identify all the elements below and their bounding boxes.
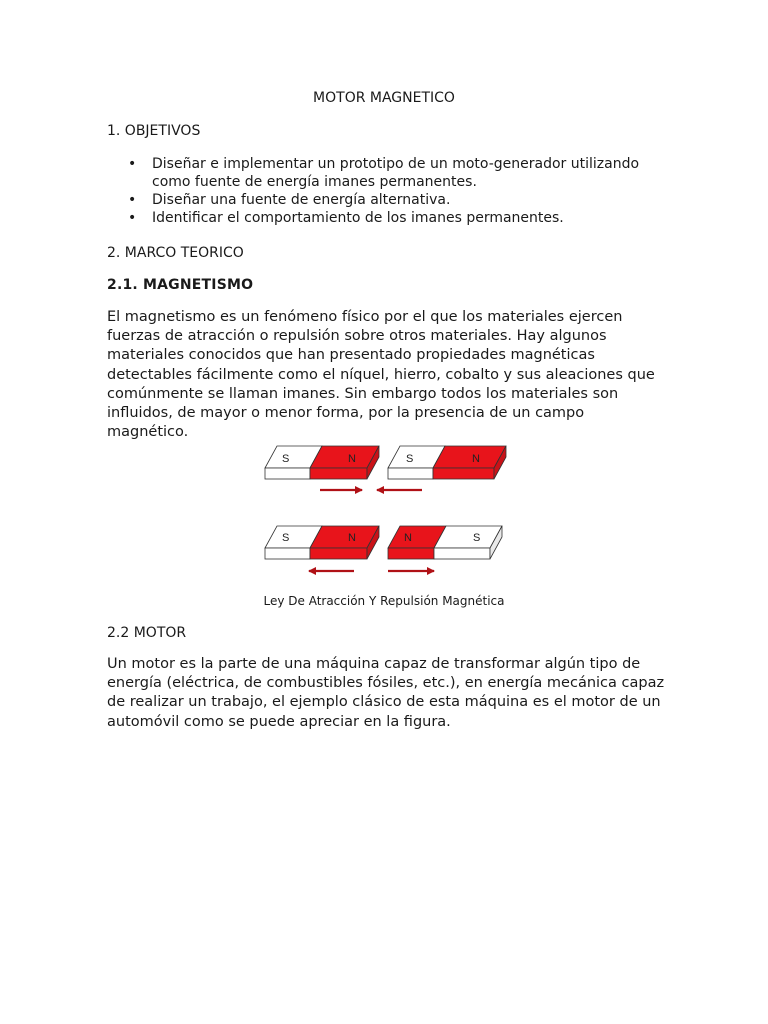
list-item: • Diseñar una fuente de energía alternativa. [107, 191, 667, 209]
list-item: • Identificar el comportamiento de los imanes permanentes. [107, 209, 667, 227]
magnet-bottom-right [388, 526, 502, 559]
pole-label-north: N [472, 453, 480, 465]
magnet-top-right [388, 446, 506, 479]
section-objetivos-heading: 1. OBJETIVOS [107, 123, 201, 139]
pole-label-north: N [348, 453, 356, 465]
pole-label-south: S [282, 453, 290, 465]
list-item: • Diseñar e implementar un prototipo de un moto-generador utilizando como fuente de energía imanes permanentes. [107, 155, 667, 191]
pole-label-north: N [348, 532, 356, 544]
subsection-magnetismo-heading: 2.1. MAGNETISMO [107, 277, 254, 293]
pole-label-south: S [282, 532, 290, 544]
pole-label-north: N [404, 532, 412, 544]
magnet-bottom-left [265, 526, 379, 559]
magnet-figure [262, 440, 512, 580]
figure-caption: Ley De Atracción Y Repulsión Magnética [263, 594, 505, 608]
magnet-top-left [265, 446, 379, 479]
document-title: MOTOR MAGNETICO [313, 90, 455, 106]
objectives-list [107, 155, 667, 227]
subsection-motor-heading: 2.2 MOTOR [107, 625, 187, 641]
section-marco-teorico-heading: 2. MARCO TEORICO [107, 245, 244, 261]
motor-paragraph: Un motor es la parte de una máquina capaz de transformar algún tipo de energía (eléctrica, de combustibles fósiles, etc.), en energía mecánica capaz de realizar un trabajo, el ejemplo clásico de esta máquina es el motor de un automóvil como se puede apreciar en la figura. [107, 656, 665, 730]
pole-label-south: S [473, 532, 481, 544]
magnetismo-paragraph: El magnetismo es un fenómeno físico por el que los materiales ejercen fuerzas de atracción o repulsión sobre otros materiales. Hay algunos materiales conocidos que han presentado propiedades magnéticas detectables fácilmente como el níquel, hierro, cobalto y sus aleaciones que comúnmente se llaman imanes. Sin embargo todos los materiales son influidos, de mayor o menor forma, por la presencia de un campo magnético. [107, 309, 655, 441]
pole-label-south: S [406, 453, 414, 465]
